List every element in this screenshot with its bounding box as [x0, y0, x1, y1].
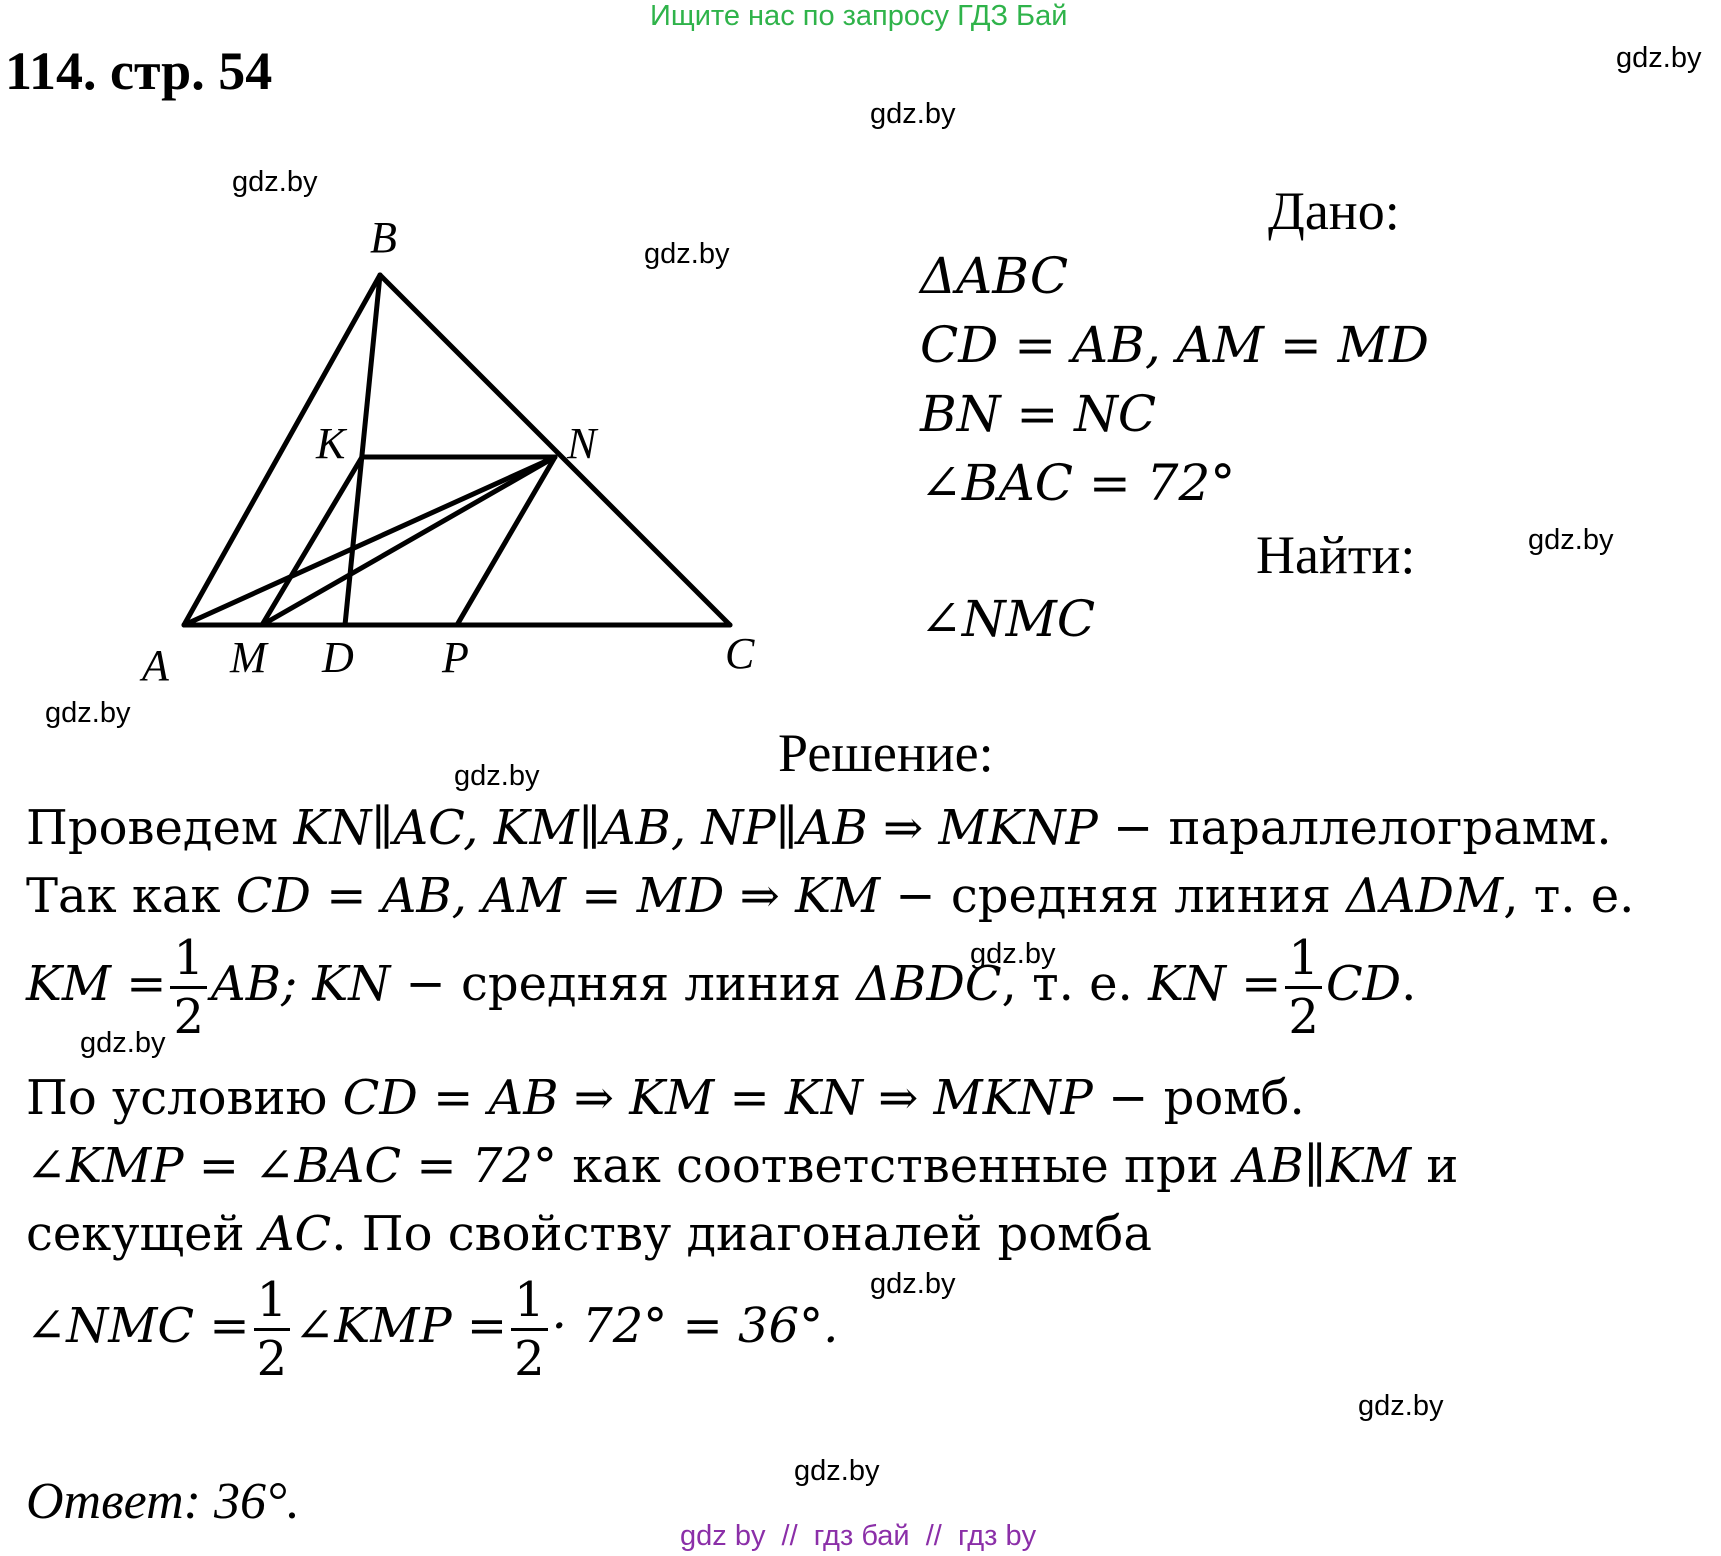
solution-line-7: ∠NMC = $\frac{1}{2}$ ∠KMP = $\frac{1}{2}$ · 72° = 36°. [26, 1272, 839, 1387]
solution-line-5: ∠KMP = ∠BAC = 72° как соответственные при AB∥KM и [26, 1138, 1459, 1194]
label-p: P [442, 633, 469, 682]
footer-links: gdz by // гдз бай // гдз by [680, 1520, 1037, 1552]
watermark: gdz.by [794, 1455, 880, 1487]
segment-an [184, 457, 555, 625]
watermark: gdz.by [870, 1268, 956, 1300]
label-a: A [142, 641, 169, 690]
fraction-half: $\frac{1}{2}$ [1285, 934, 1322, 1041]
given-line: CD = AB, AM = MD [920, 316, 1429, 374]
triangle-figure [0, 0, 800, 720]
watermark: gdz.by [454, 760, 540, 792]
label-d: D [322, 633, 354, 682]
fraction-half: $\frac{1}{2}$ [254, 1276, 291, 1383]
watermark: gdz.by [80, 1027, 166, 1059]
label-k: K [316, 419, 346, 468]
given-heading: Дано: [1268, 181, 1400, 241]
given-line: ΔABC [920, 247, 1069, 305]
solution-line-1: Проведем KN∥AC, KM∥AB, NP∥AB ⇒ MKNP − параллелограмм. [26, 800, 1612, 856]
watermark: gdz.by [1528, 524, 1614, 556]
watermark: gdz.by [1358, 1390, 1444, 1422]
solution-heading: Решение: [778, 723, 994, 783]
given-line: ∠BAC = 72° [920, 454, 1236, 512]
watermark: gdz.by [970, 938, 1056, 970]
given-line: BN = NC [920, 385, 1157, 443]
segment-mn [262, 457, 555, 625]
solution-line-3: KM = $\frac{1}{2}$ AB; KN − средняя линия ΔBDC, т. е. KN = $\frac{1}{2}$ CD. [26, 930, 1417, 1045]
label-n: N [567, 419, 597, 468]
page-title: 114. стр. 54 [5, 41, 273, 101]
watermark: gdz.by [45, 697, 131, 729]
label-b: B [370, 213, 397, 262]
watermark: gdz.by [1616, 42, 1702, 74]
fraction-half: $\frac{1}{2}$ [511, 1276, 548, 1383]
find-value: ∠NMC [920, 590, 1096, 648]
segment-np [457, 457, 555, 625]
top-banner: Ищите нас по запросу ГДЗ Бай [650, 0, 1068, 32]
solution-line-6: секущей AC. По свойству диагоналей ромба [26, 1206, 1152, 1262]
watermark: gdz.by [232, 166, 318, 198]
find-heading: Найти: [1256, 525, 1416, 585]
label-c: C [725, 629, 755, 678]
side-bc [380, 275, 730, 625]
label-m: M [230, 633, 267, 682]
fraction-half: $\frac{1}{2}$ [170, 934, 207, 1041]
solution-line-2: Так как CD = AB, AM = MD ⇒ KM − средняя линия ΔADM, т. е. [26, 868, 1635, 924]
solution-line-4: По условию CD = AB ⇒ KM = KN ⇒ MKNP − ромб. [26, 1070, 1305, 1126]
watermark: gdz.by [644, 238, 730, 270]
watermark: gdz.by [870, 98, 956, 130]
answer: Ответ: 36°. [26, 1473, 300, 1530]
